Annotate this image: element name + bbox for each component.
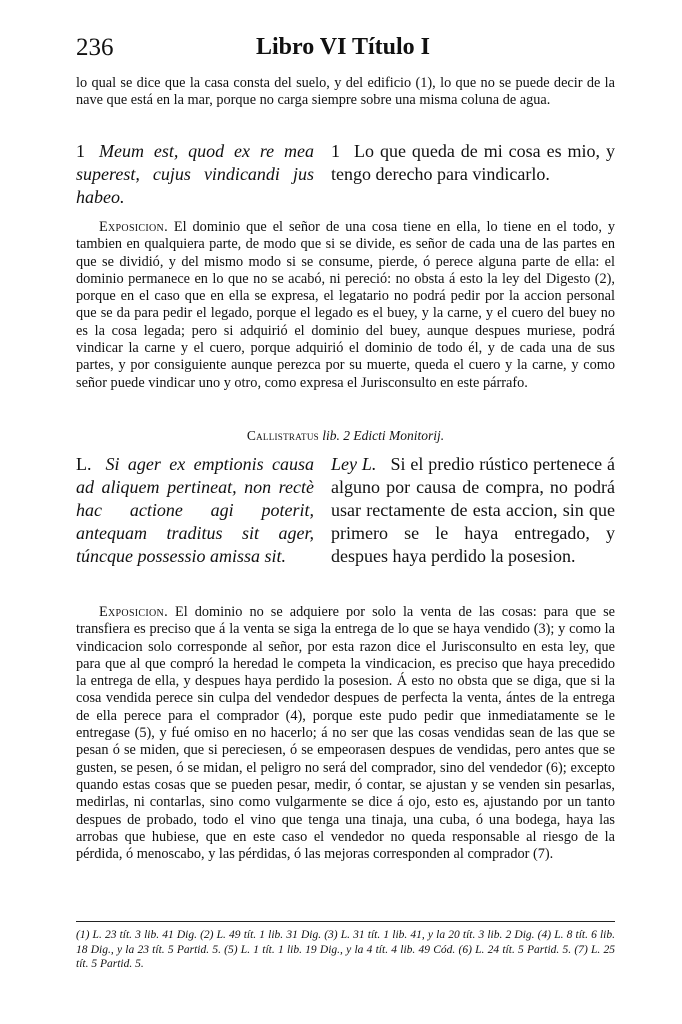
footnotes: (1) L. 23 tít. 3 lib. 41 Dig. (2) L. 49 tít. 1 lib. 31 Dig. (3) L. 31 tít. 1 lib. 41, y la 20 tít. 3 lib. 2 Dig. (4) L. 8 tít. 6 lib. 18 Dig., y la 23 tít. 5 Partid. 5. (5) L. 1 tít. 1 lib. 19 Dig., y la 4 tít. 4 lib. 49 Cód. (6) L. 24 tít. 5 Partid. 5. (7) L. 25 tít. 5 Partid. 5.: [76, 929, 615, 970]
running-title: Libro VI Título I: [255, 34, 431, 60]
exposicion-label-2: Exposicion.: [99, 604, 168, 620]
exposicion-text-1: El dominio que el señor de una cosa tiene en ella, lo tiene en el todo, y tambien en qualquiera parte, de modo que si se divide, es señor de cada una de las partes en que se dividió, y del mismo modo si se consume, pierde, ó perece alguna parte de ella: el dominio permanece en lo que no se acabó, ni pereció: no obsta á esto la ley del Digesto (2), porque en el caso que en ella se expresa, el legatario no podrá pedir por la accion personal que se da para pedir el legado, porque el legado es el buey, y la carne, y el cuero del buey no es la cosa legada; pero si adquirió el dominio del buey, aunque despues muriese, podrá vindicar la carne y el cuero, porque adquirió el dominio de todo él, y de cada una de sus partes, y por consiguiente aunque perezca por su muerte, queda el cuero y la carne, y como señor puede vindicar uno y otro, como expresa el Jurisconsulto en este párrafo.: [76, 219, 615, 391]
latin-body-1: Meum est, quod ex re mea superest, cujus vindicandi jus habeo.: [76, 141, 314, 207]
exposicion-2: [76, 604, 615, 863]
spanish-number-1: 1: [331, 141, 340, 161]
spanish-body-2: Si el predio rústico pertenece á alguno por causa de compra, no podrá usar rectamente de esta accion, sin que primero se le haya entregado, y despues haya perdido la posesion.: [331, 454, 615, 566]
source-citation: [76, 428, 615, 444]
latin-number-1: 1: [76, 141, 85, 161]
page-header: [76, 34, 610, 66]
page-number: 236: [76, 34, 114, 61]
latin-number-2: L.: [76, 454, 92, 474]
source-author: Callistratus: [246, 428, 319, 443]
spanish-text-2: [331, 453, 615, 568]
exposicion-1: [76, 219, 615, 392]
source-reference: lib. 2 Edicti Monitorij.: [322, 428, 445, 443]
footnote-divider: [76, 921, 615, 922]
exposicion-label-1: Exposicion.: [99, 219, 168, 235]
intro-paragraph: lo qual se dice que la casa consta del suelo, y del edificio (1), lo que no se puede decir de la nave que está en la mar, porque no carga siempre sobre una misma coluna de agua.: [76, 75, 615, 109]
latin-body-2: Si ager ex emptionis causa ad aliquem pertineat, non rectè hac actione agi poterit, antequam traditus sit ager, túncque possessio amissa sit.: [76, 454, 314, 566]
exposicion-text-2: El dominio no se adquiere por solo la venta de las cosas: para que se transfiera es preciso que á la venta se siga la entrega de lo que se haya vendido (3); y como la vindicacion solo corresponde al señor, por esta razon dice el Jurisconsulto en esta ley, que para que al que compró la heredad le competa la vindicacion, es preciso que haya precedido la entrega de ella, y despues haya perdido la posesion. Á esto no obsta que se diga, que si la cosa vendida perece sin culpa del vendedor despues de perfecta la venta, ántes de la entrega de ella perece para el comprador (4), porque este pudo pedir que inmediatamente se le entregase (5), y fué omiso en no hacerlo; á no ser que las cosas vendidas sean de las que se pesan ó se miden, que si pereciesen, ó se empeorasen despues de vendidas, pero antes que se gusten, se pesen, ó se midan, el peligro no será del comprador, sino del vendedor (6); excepto quando estas cosas que se pueden pesar, medir, ó contar, se ajustan y se venden sin pesarlas, medirlas, ni contarlas, sino como vulgarmente se dice á ojo, esto es, ajustando por un tanto despues de probado, todo el vino que tenga una tinaja, una cuba, ó una bodega, haya las arrobas que hubiese, que en este caso el vendedor no queda responsable al riesgo de la pérdida, ó menoscabo, y las pérdidas, ó las mejoras corresponden al comprador (7).: [76, 604, 615, 863]
spanish-text-1: [331, 140, 615, 186]
latin-text-2: [76, 453, 314, 568]
latin-text-1: [76, 140, 314, 209]
spanish-label-2: Ley L.: [331, 454, 377, 474]
spanish-body-1: Lo que queda de mi cosa es mio, y tengo derecho para vindicarlo.: [331, 141, 615, 184]
